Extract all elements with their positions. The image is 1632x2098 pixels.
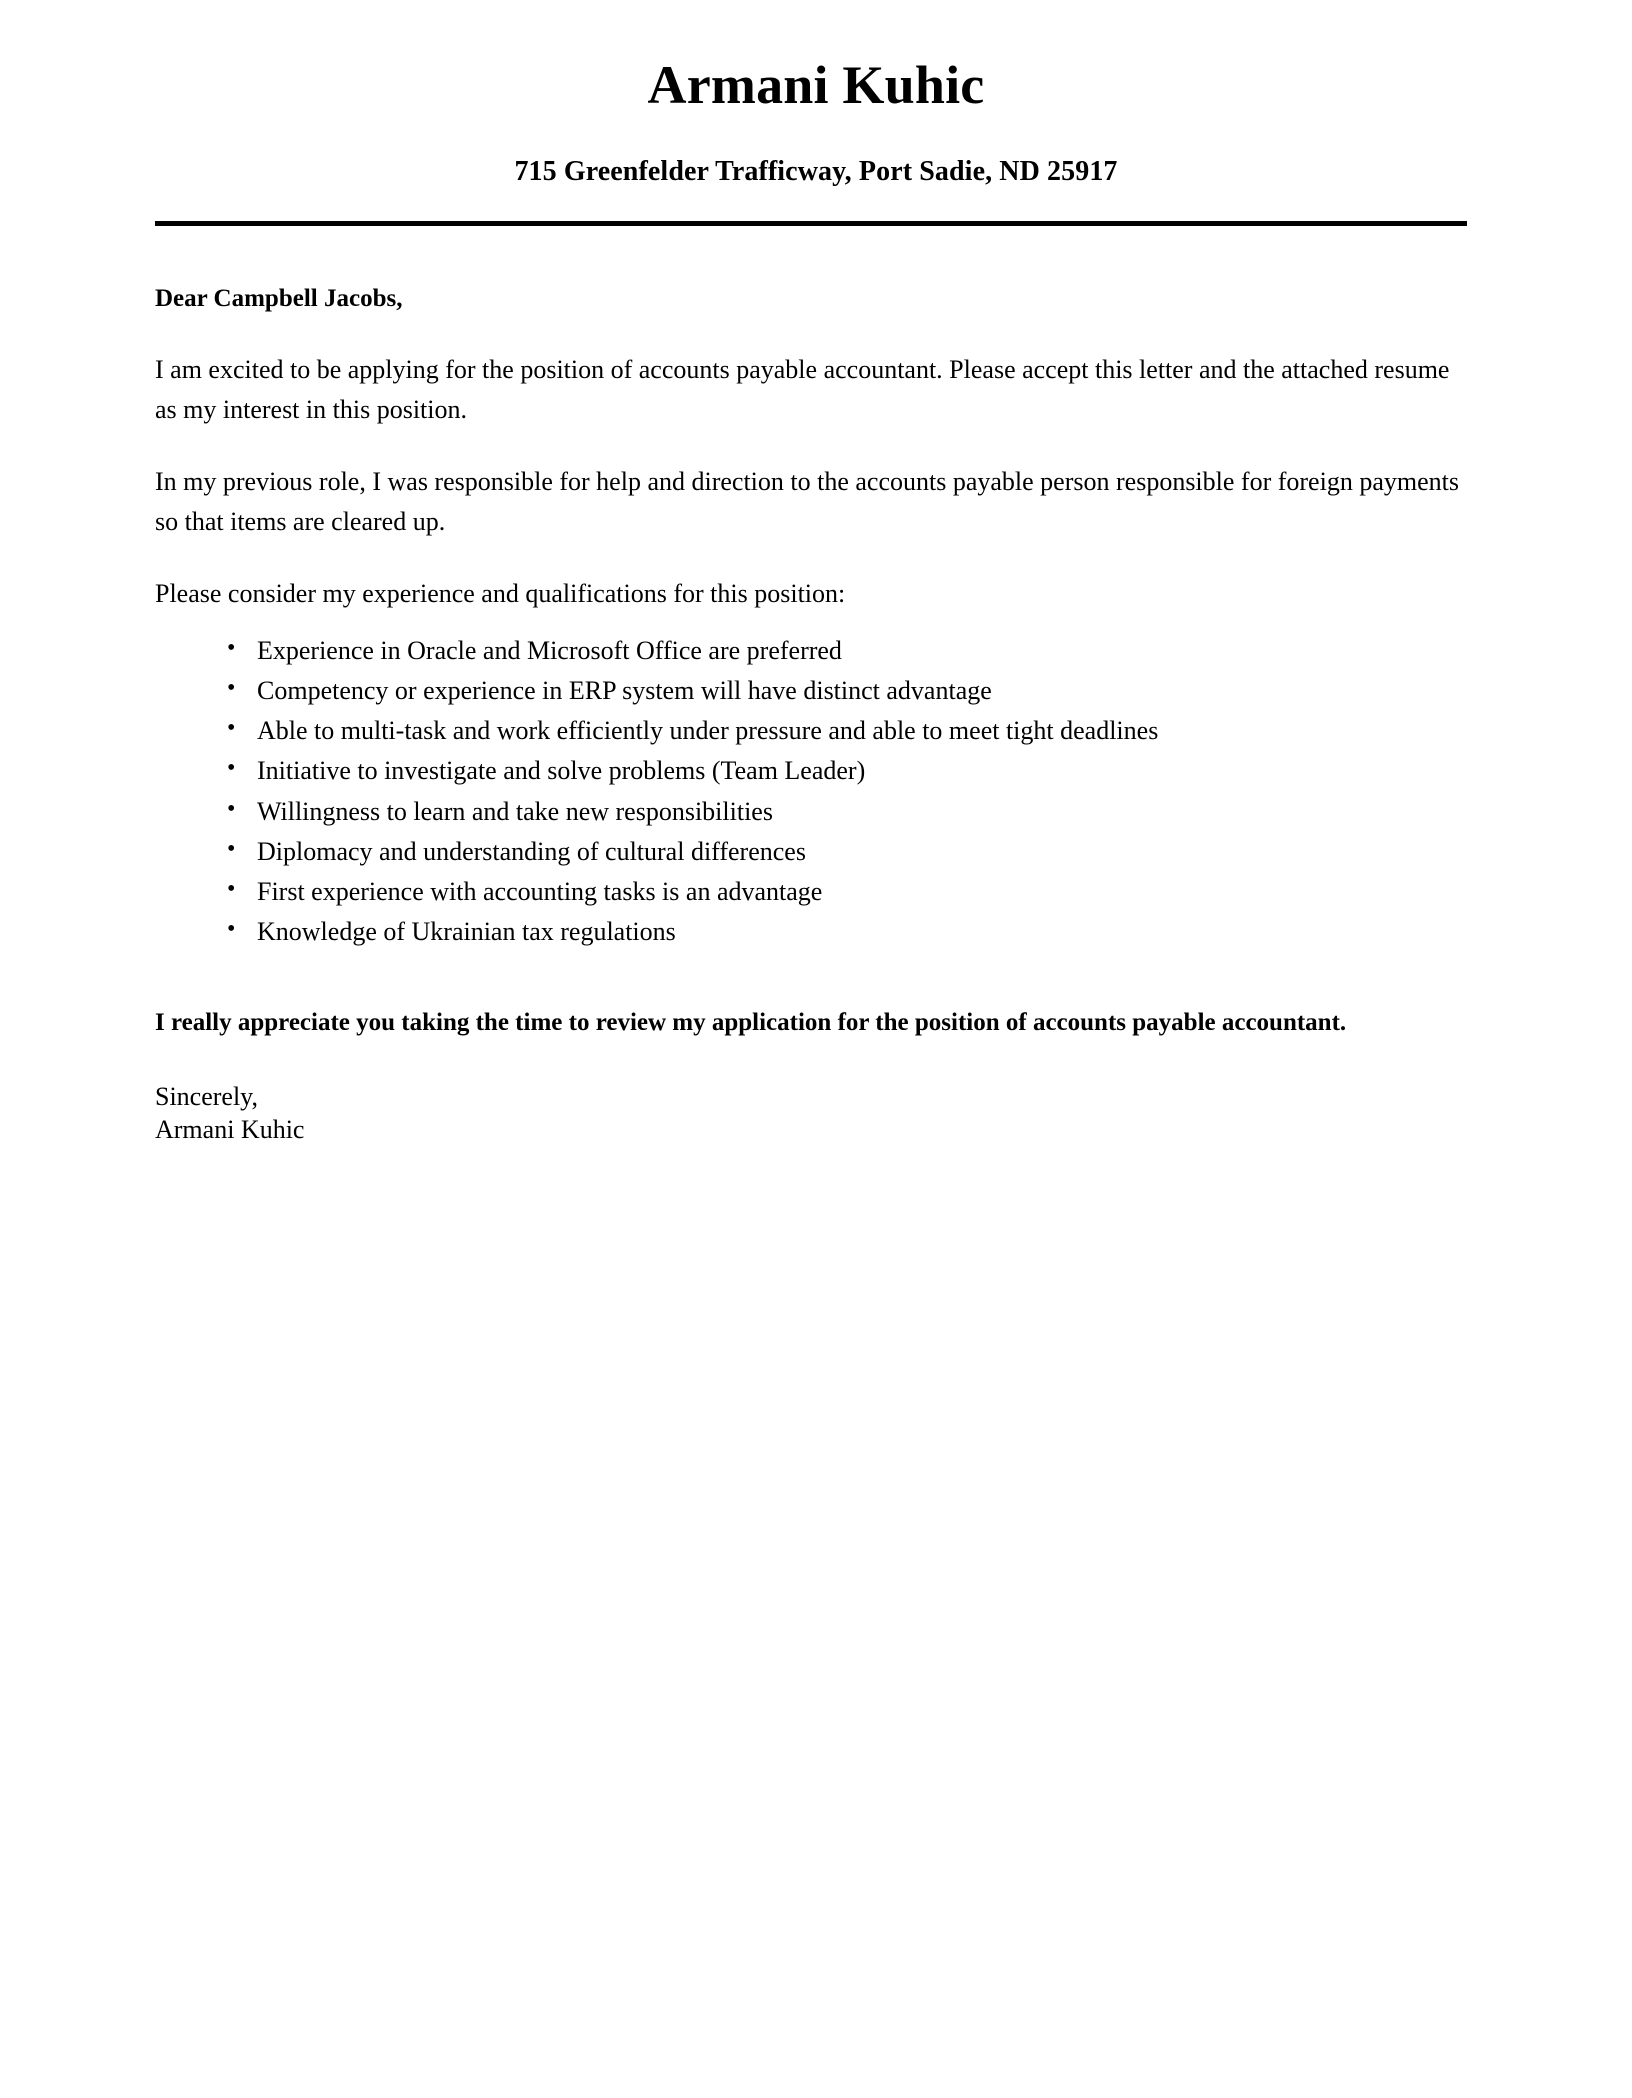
list-item: • Knowledge of Ukrainian tax regulations [227,917,1467,957]
list-item: • Experience in Oracle and Microsoft Office are preferred [227,636,1467,676]
closing-statement: I really appreciate you taking the time to review my application for the position of accounts payable accountant. [155,1009,1347,1037]
letter-body [155,226,1467,1147]
qualifications-intro: Please consider my experience and qualifications for this position: [155,579,846,609]
signoff-block [155,1042,1467,1148]
list-item: • Initiative to investigate and solve problems (Team Leader) [227,756,1467,796]
signature-name: Armani Kuhic [155,1115,305,1145]
list-item: • Diplomacy and understanding of cultural differences [227,837,1467,877]
list-item: • First experience with accounting tasks is an advantage [227,877,1467,917]
salutation: Dear Campbell Jacobs, [155,285,403,313]
qualifications-list [155,614,1467,957]
signoff-salutation: Sincerely, [155,1081,258,1111]
body-paragraph-2: In my previous role, I was responsible for help and direction to the accounts payable person responsible for foreign payments so that items are cleared up. [155,467,1459,536]
list-item: • Competency or experience in ERP system will have distinct advantage [227,676,1467,716]
letter-header [0,0,1632,226]
body-paragraph-1: I am excited to be applying for the position of accounts payable accountant. Please accept this letter and the attached resume as my interest in this position. [155,355,1450,424]
applicant-address: 715 Greenfelder Trafficway, Port Sadie, ND 25917 [514,156,1118,188]
list-item: • Able to multi-task and work efficiently under pressure and able to meet tight deadlines [227,716,1467,756]
applicant-name: Armani Kuhic [647,55,985,115]
list-item: • Willingness to learn and take new responsibilities [227,797,1467,837]
